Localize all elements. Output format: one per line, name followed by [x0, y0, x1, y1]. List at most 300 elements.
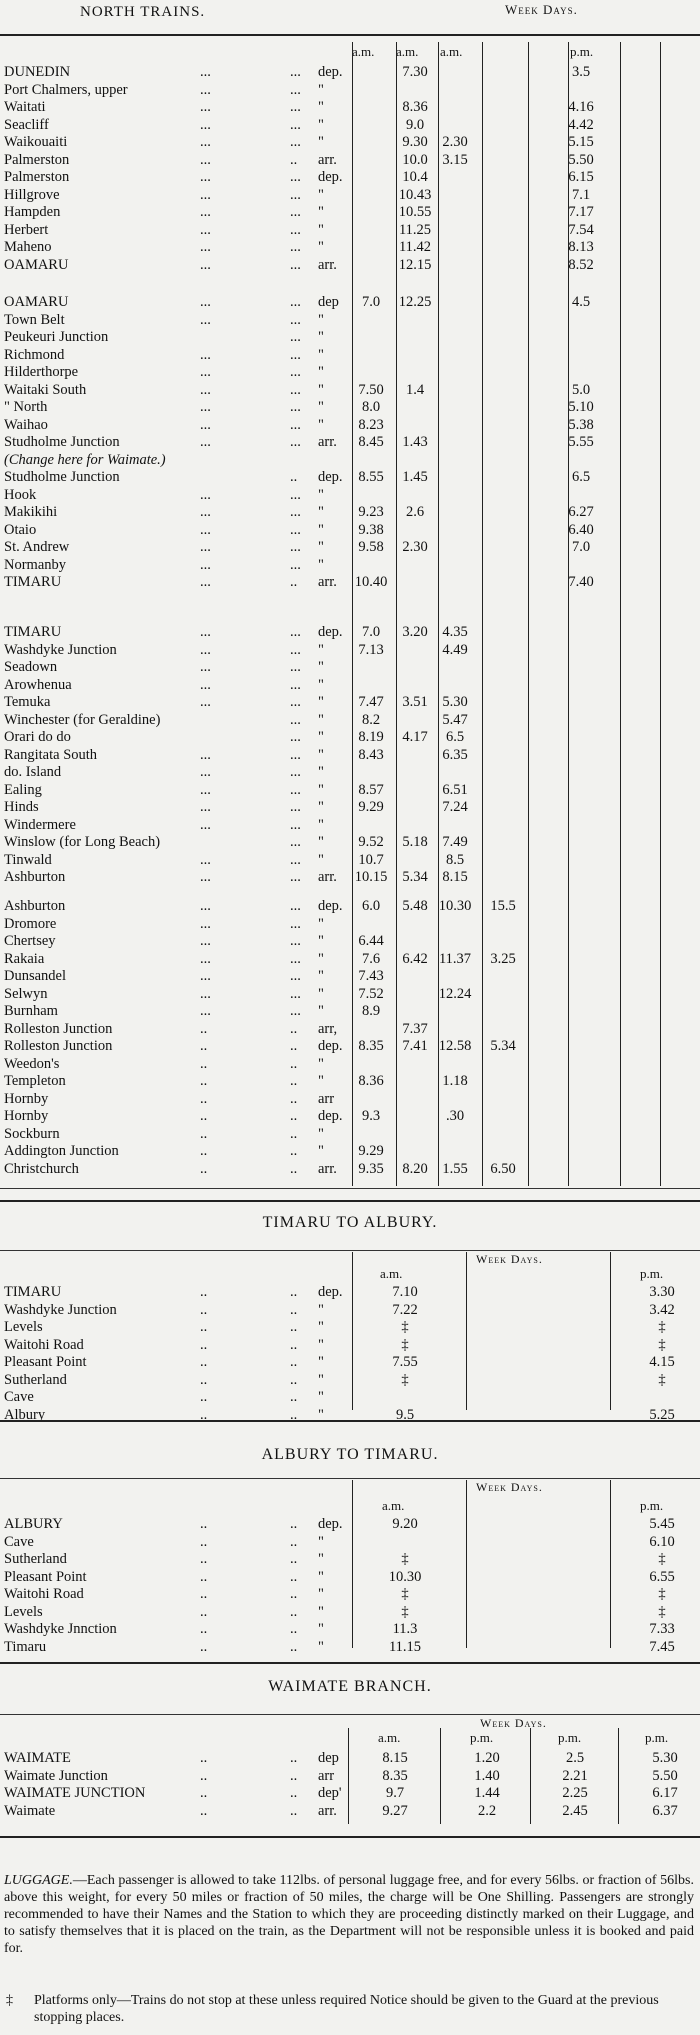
timetable-row [0, 782, 700, 799]
leader-dots: ... [290, 729, 301, 745]
arr-dep-marker: " [318, 1621, 324, 1637]
header-rule [0, 34, 700, 36]
arr-dep-marker: dep. [318, 1284, 343, 1300]
time-cell: 5.15 [568, 134, 594, 150]
timetable-row [0, 1056, 700, 1073]
time-cell: 2.5 [565, 1750, 585, 1766]
time-cell: 6.15 [568, 169, 594, 185]
column-heading: p.m. [558, 1730, 582, 1745]
arr-dep-marker: " [318, 1301, 324, 1318]
leader-dots: ... [290, 985, 301, 1002]
arr-dep-marker: arr. [318, 869, 337, 885]
leader-dots: .. [290, 1406, 298, 1423]
albury-timaru-title: ALBURY TO TIMARU. [261, 1446, 439, 1463]
station-name: Rangitata South [4, 746, 98, 763]
arr-dep-marker: " [318, 950, 324, 967]
leader-dots: .. [200, 1108, 208, 1124]
arr-dep-marker: dep [318, 294, 339, 310]
leader-dots: .. [200, 1073, 208, 1089]
timetable-row [0, 294, 700, 311]
time-cell: 1.40 [474, 1767, 500, 1784]
time-cell: 7.37 [402, 1020, 428, 1037]
timetable-row [0, 1091, 700, 1108]
time-cell: 6.5 [445, 729, 465, 745]
arr-dep-marker: " [318, 915, 324, 932]
time-cell: 9.29 [358, 799, 384, 815]
timaru-albury-title: TIMARU TO ALBURY. [262, 1214, 438, 1231]
time-cell: 1.20 [474, 1750, 500, 1766]
leader-dots: ... [290, 364, 301, 380]
arr-dep-marker: arr. [318, 434, 337, 450]
timetable-row [0, 834, 700, 851]
time-cell: 7.22 [392, 1301, 418, 1318]
station-name: Dromore [4, 915, 57, 932]
leader-dots: ... [290, 134, 301, 150]
time-cell: 4.49 [442, 641, 468, 658]
leader-dots: ... [200, 346, 211, 363]
station-name: Port Chalmers, upper [4, 81, 128, 98]
time-cell: 5.0 [571, 381, 591, 398]
station-name: Timaru [4, 1638, 47, 1655]
leader-dots: ... [200, 64, 211, 80]
leader-dots: .. [290, 1638, 298, 1655]
leader-dots: ... [200, 799, 211, 815]
time-cell: 5.45 [649, 1516, 675, 1532]
station-name: Tinwald [4, 851, 52, 868]
time-cell: 8.43 [358, 746, 384, 763]
arr-dep-marker: " [318, 781, 324, 798]
leader-dots: .. [200, 1750, 208, 1766]
arr-dep-marker: " [318, 364, 324, 380]
timetable-row [0, 968, 700, 985]
timetable-row [0, 434, 700, 451]
time-cell: 8.15 [382, 1750, 408, 1766]
leader-dots: ... [290, 556, 301, 573]
leader-dots: .. [200, 1586, 208, 1602]
time-cell: 6.0 [361, 898, 381, 914]
time-cell: 9.3 [361, 1108, 381, 1124]
time-cell: 10.15 [354, 869, 388, 885]
section-rule [0, 1200, 700, 1202]
station-name: Normanby [4, 556, 67, 573]
section-rule [0, 1662, 700, 1664]
leader-dots: .. [200, 1125, 208, 1142]
station-name: Waimate [4, 1802, 56, 1819]
station-name: Weedon's [4, 1055, 60, 1072]
time-cell: 1.18 [442, 1073, 468, 1089]
arr-dep-marker: dep' [318, 1785, 342, 1801]
leader-dots: .. [200, 1516, 208, 1532]
leader-dots: ... [290, 898, 301, 914]
station-name: Waitohi Road [4, 1586, 84, 1602]
leader-dots: .. [200, 1533, 208, 1550]
timetable-row [0, 204, 700, 221]
time-cell: 5.25 [649, 1406, 675, 1423]
timetable-row [0, 1551, 700, 1568]
timetable-row [0, 1143, 700, 1160]
time-cell: 7.6 [361, 950, 381, 967]
leader-dots: .. [290, 1750, 298, 1766]
leader-dots: ... [200, 99, 211, 115]
time-cell: 4.17 [402, 729, 428, 745]
time-cell: 7.49 [442, 834, 468, 850]
time-cell: ‡ [401, 1551, 409, 1567]
time-cell: ‡ [658, 1603, 666, 1620]
station-name: (Change here for Waimate.) [4, 451, 166, 468]
column-heading: a.m. [440, 44, 463, 59]
leader-dots: .. [200, 1336, 208, 1353]
timetable-row [0, 624, 700, 641]
arr-dep-marker: " [318, 1638, 324, 1655]
arr-dep-marker: dep. [318, 624, 343, 640]
leader-dots: ... [290, 521, 301, 538]
leader-dots: .. [200, 1020, 208, 1037]
table-top-rule [0, 1250, 700, 1251]
time-cell: 5.10 [568, 399, 594, 415]
time-cell: 12.15 [398, 256, 432, 273]
time-cell: ‡ [658, 1586, 666, 1602]
timetable-row [0, 1621, 700, 1638]
time-cell: 1.44 [474, 1785, 500, 1801]
arr-dep-marker: " [318, 329, 324, 345]
station-name: Washdyke Jnnction [4, 1621, 117, 1637]
time-cell: 8.55 [358, 469, 384, 485]
time-cell: 5.50 [652, 1767, 678, 1784]
timetable-row [0, 1108, 700, 1125]
timetable-row [0, 1534, 700, 1551]
time-cell: 8.20 [402, 1160, 428, 1177]
column-heading: a.m. [396, 44, 419, 59]
time-cell: 6.40 [568, 521, 594, 538]
time-cell: 4.42 [568, 116, 594, 133]
arr-dep-marker: " [318, 1406, 324, 1423]
time-cell: 12.25 [398, 294, 432, 310]
station-name: Hampden [4, 204, 61, 220]
leader-dots: ... [200, 134, 211, 150]
time-cell: 4.15 [649, 1354, 675, 1370]
footnote-text: Platforms only—Trains do not stop at these unless required Notice should be given to the Guard at the previous stopping places. [34, 1993, 659, 2025]
leader-dots: ... [290, 311, 301, 328]
leader-dots: .. [290, 469, 298, 485]
timetable-row [0, 239, 700, 256]
station-name: Templeton [4, 1073, 66, 1089]
station-name: Levels [4, 1603, 43, 1620]
arr-dep-marker: " [318, 851, 324, 868]
arr-dep-marker: dep. [318, 1108, 343, 1124]
time-cell: 9.23 [358, 504, 384, 520]
leader-dots: ... [290, 256, 301, 273]
leader-dots: .. [200, 1785, 208, 1801]
leader-dots: ... [290, 834, 301, 850]
arr-dep-marker: arr. [318, 151, 337, 168]
leader-dots: ... [200, 311, 211, 328]
leader-dots: .. [290, 1621, 298, 1637]
station-name: Sutherland [4, 1371, 67, 1388]
station-name: Waitohi Road [4, 1336, 84, 1353]
timetable-row [0, 694, 700, 711]
station-name: Waimate Junction [4, 1767, 108, 1784]
footnote [4, 1992, 694, 2026]
station-name: Waikouaiti [4, 134, 68, 150]
arr-dep-marker: " [318, 416, 324, 433]
leader-dots: ... [290, 764, 301, 780]
arr-dep-marker: " [318, 1055, 324, 1072]
timetable-row [0, 117, 700, 134]
time-cell: 7.24 [442, 799, 468, 815]
leader-dots: ... [200, 764, 211, 780]
arr-dep-marker: " [318, 1586, 324, 1602]
station-name: Hillgrove [4, 186, 60, 203]
station-name: Washdyke Junction [4, 641, 117, 658]
leader-dots: .. [200, 1090, 208, 1107]
leader-dots: ... [290, 676, 301, 693]
leader-dots: .. [290, 151, 298, 168]
time-cell: ‡ [401, 1319, 409, 1335]
timetable-row [0, 764, 700, 781]
leader-dots: .. [290, 1301, 298, 1318]
timetable-row [0, 152, 700, 169]
leader-dots: ... [290, 851, 301, 868]
table-top-rule [0, 1714, 700, 1715]
time-cell: 5.34 [490, 1038, 516, 1054]
station-name: Ashburton [4, 898, 66, 914]
leader-dots: .. [200, 1371, 208, 1388]
leader-dots: ... [200, 915, 211, 932]
leader-dots: ... [290, 504, 301, 520]
time-cell: 6.17 [652, 1785, 678, 1801]
arr-dep-marker: " [318, 676, 324, 693]
timetable-row [0, 1003, 700, 1020]
leader-dots: .. [290, 1143, 298, 1159]
time-cell: 6.5 [571, 469, 591, 485]
leader-dots: ... [290, 659, 301, 675]
arr-dep-marker: " [318, 659, 324, 675]
station-name: Waitaki South [4, 381, 87, 398]
timetable-row [0, 399, 700, 416]
arr-dep-marker: dep. [318, 64, 343, 80]
time-cell: 7.55 [392, 1354, 418, 1370]
time-cell: 1.55 [442, 1160, 468, 1177]
timetable-row [0, 916, 700, 933]
leader-dots: ... [200, 641, 211, 658]
timetable-row [0, 82, 700, 99]
time-cell: 4.16 [568, 99, 594, 115]
arr-dep-marker: " [318, 729, 324, 745]
leader-dots: ... [200, 869, 211, 885]
timetable-row [0, 1073, 700, 1090]
arr-dep-marker: " [318, 1603, 324, 1620]
time-cell: .30 [445, 1108, 465, 1124]
time-cell: ‡ [658, 1371, 666, 1388]
timetable-row [0, 1768, 700, 1785]
timetable-row [0, 99, 700, 116]
leader-dots: ... [200, 239, 211, 255]
timetable-row [0, 898, 700, 915]
leader-dots: ... [290, 1003, 301, 1019]
leader-dots: .. [290, 1090, 298, 1107]
arr-dep-marker: " [318, 711, 324, 728]
time-cell: 6.37 [652, 1802, 678, 1819]
column-heading: p.m. [470, 1730, 494, 1745]
time-cell: 8.57 [358, 781, 384, 798]
timetable-row [0, 522, 700, 539]
station-name: WAIMATE [4, 1750, 71, 1766]
station-name: Hinds [4, 799, 39, 815]
leader-dots: ... [290, 869, 301, 885]
week-days-label: Week Days. [480, 1716, 547, 1730]
leader-dots: .. [200, 1568, 208, 1585]
arr-dep-marker: " [318, 1125, 324, 1142]
time-cell: 5.30 [442, 694, 468, 710]
station-name: Washdyke Junction [4, 1301, 117, 1318]
leader-dots: .. [290, 1038, 298, 1054]
leader-dots: .. [290, 1055, 298, 1072]
leader-dots: .. [290, 1767, 298, 1784]
time-cell: 7.33 [649, 1621, 675, 1637]
arr-dep-marker: " [318, 556, 324, 573]
timetable-row [0, 487, 700, 504]
leader-dots: ... [290, 799, 301, 815]
timetable-row [0, 659, 700, 676]
timetable-row [0, 642, 700, 659]
timetable-row [0, 312, 700, 329]
station-name: St. Andrew [4, 539, 70, 555]
leader-dots: ... [290, 399, 301, 415]
time-cell: 7.43 [358, 968, 384, 984]
leader-dots: .. [290, 1533, 298, 1550]
time-cell: 2.2 [477, 1802, 497, 1819]
arr-dep-marker: " [318, 504, 324, 520]
station-name: Seadown [4, 659, 58, 675]
timetable-row [0, 712, 700, 729]
time-cell: 5.55 [568, 434, 594, 450]
leader-dots: ... [290, 204, 301, 220]
time-cell: 7.0 [571, 539, 591, 555]
time-cell: 9.58 [358, 539, 384, 555]
luggage-text: —Each passenger is allowed to take 112lbs. of personal luggage free, and for every 56lbs. or fraction of 56lbs. above this weight, for every 50 miles or fraction of 50 miles, the charge will be One Shilling. Passengers are strongly recommended to have their Names and the Station to which they are proceeding distinctly marked on their Luggage, and to satisfy themselves that it is placed on the train, as the Department will not be responsible unless it is booked and paid for. [4, 1873, 694, 1956]
timetable-row [0, 1569, 700, 1586]
station-name: Studholme Junction [4, 469, 120, 485]
station-name: Makikihi [4, 504, 58, 520]
timetable-row [0, 677, 700, 694]
arr-dep-marker: dep [318, 1750, 339, 1766]
arr-dep-marker: " [318, 1319, 324, 1335]
time-cell: 9.5 [395, 1406, 415, 1423]
timetable-row [0, 1021, 700, 1038]
column-heading: p.m. [570, 44, 594, 59]
leader-dots: .. [290, 1516, 298, 1532]
time-cell: 1.45 [402, 469, 428, 485]
time-cell: 6.42 [402, 950, 428, 967]
timetable-row [0, 574, 700, 591]
station-name: OAMARU [4, 294, 69, 310]
luggage-heading: LUGGAGE. [4, 1873, 73, 1888]
time-cell: 7.17 [568, 204, 594, 220]
column-heading: a.m. [382, 1498, 405, 1513]
station-name: Ealing [4, 781, 42, 798]
time-cell: 2.30 [442, 134, 468, 150]
arr-dep-marker: arr. [318, 574, 337, 590]
timetable-row [0, 187, 700, 204]
arr-dep-marker: arr [318, 1090, 335, 1107]
leader-dots: ... [200, 985, 211, 1002]
section-rule [0, 1420, 700, 1422]
time-cell: 8.13 [568, 239, 594, 255]
leader-dots: .. [200, 1767, 208, 1784]
week-days-label: Week Days. [476, 1252, 543, 1266]
time-cell: 4.35 [442, 624, 468, 640]
time-cell: 9.52 [358, 834, 384, 850]
time-cell: 6.50 [490, 1160, 516, 1177]
station-name: Windermere [4, 816, 76, 833]
leader-dots: ... [290, 239, 301, 255]
leader-dots: ... [200, 950, 211, 967]
station-name: Seacliff [4, 116, 49, 133]
time-cell: 6.27 [568, 504, 594, 520]
leader-dots: .. [290, 1389, 298, 1405]
station-name: Waitati [4, 99, 46, 115]
leader-dots: ... [200, 151, 211, 168]
arr-dep-marker: " [318, 311, 324, 328]
arr-dep-marker: " [318, 134, 324, 150]
timetable-row [0, 1126, 700, 1143]
timetable-row [0, 539, 700, 556]
station-name: Pleasant Point [4, 1354, 87, 1370]
arr-dep-marker: arr, [318, 1020, 338, 1037]
timetable-row [0, 1389, 700, 1406]
waimate-branch-title: WAIMATE BRANCH. [268, 1678, 432, 1695]
timetable-row [0, 1516, 700, 1533]
leader-dots: ... [200, 186, 211, 203]
time-cell: 8.23 [358, 416, 384, 433]
station-name: Orari do do [4, 729, 71, 745]
timetable-row [0, 382, 700, 399]
time-cell: 3.30 [649, 1284, 675, 1300]
station-name: Waihao [4, 416, 48, 433]
arr-dep-marker: " [318, 1073, 324, 1089]
time-cell: 5.18 [402, 834, 428, 850]
week-days-label: Week Days. [505, 2, 578, 17]
leader-dots: ... [290, 346, 301, 363]
leader-dots: .. [200, 1354, 208, 1370]
timetable-row [0, 364, 700, 381]
leader-dots: ... [290, 64, 301, 80]
leader-dots: .. [290, 1160, 298, 1177]
leader-dots: ... [290, 169, 301, 185]
timetable-row [0, 1604, 700, 1621]
time-cell: 9.29 [358, 1143, 384, 1159]
time-cell: 9.35 [358, 1160, 384, 1177]
timetable-row [0, 1803, 700, 1820]
time-cell: 11.37 [438, 950, 472, 967]
time-cell: 5.47 [442, 711, 468, 728]
time-cell: 8.36 [358, 1073, 384, 1089]
leader-dots: ... [200, 574, 211, 590]
time-cell: 10.55 [398, 204, 432, 220]
station-name: Town Belt [4, 311, 65, 328]
leader-dots: .. [200, 1284, 208, 1300]
leader-dots: ... [200, 659, 211, 675]
leader-dots: .. [290, 1551, 298, 1567]
station-name: Hornby [4, 1108, 49, 1124]
timetable-row [0, 1354, 700, 1371]
arr-dep-marker: " [318, 116, 324, 133]
station-name: Cave [4, 1389, 34, 1405]
leader-dots: .. [290, 1073, 298, 1089]
station-name: TIMARU [4, 574, 62, 590]
leader-dots: .. [290, 1020, 298, 1037]
time-cell: 8.0 [361, 399, 381, 415]
